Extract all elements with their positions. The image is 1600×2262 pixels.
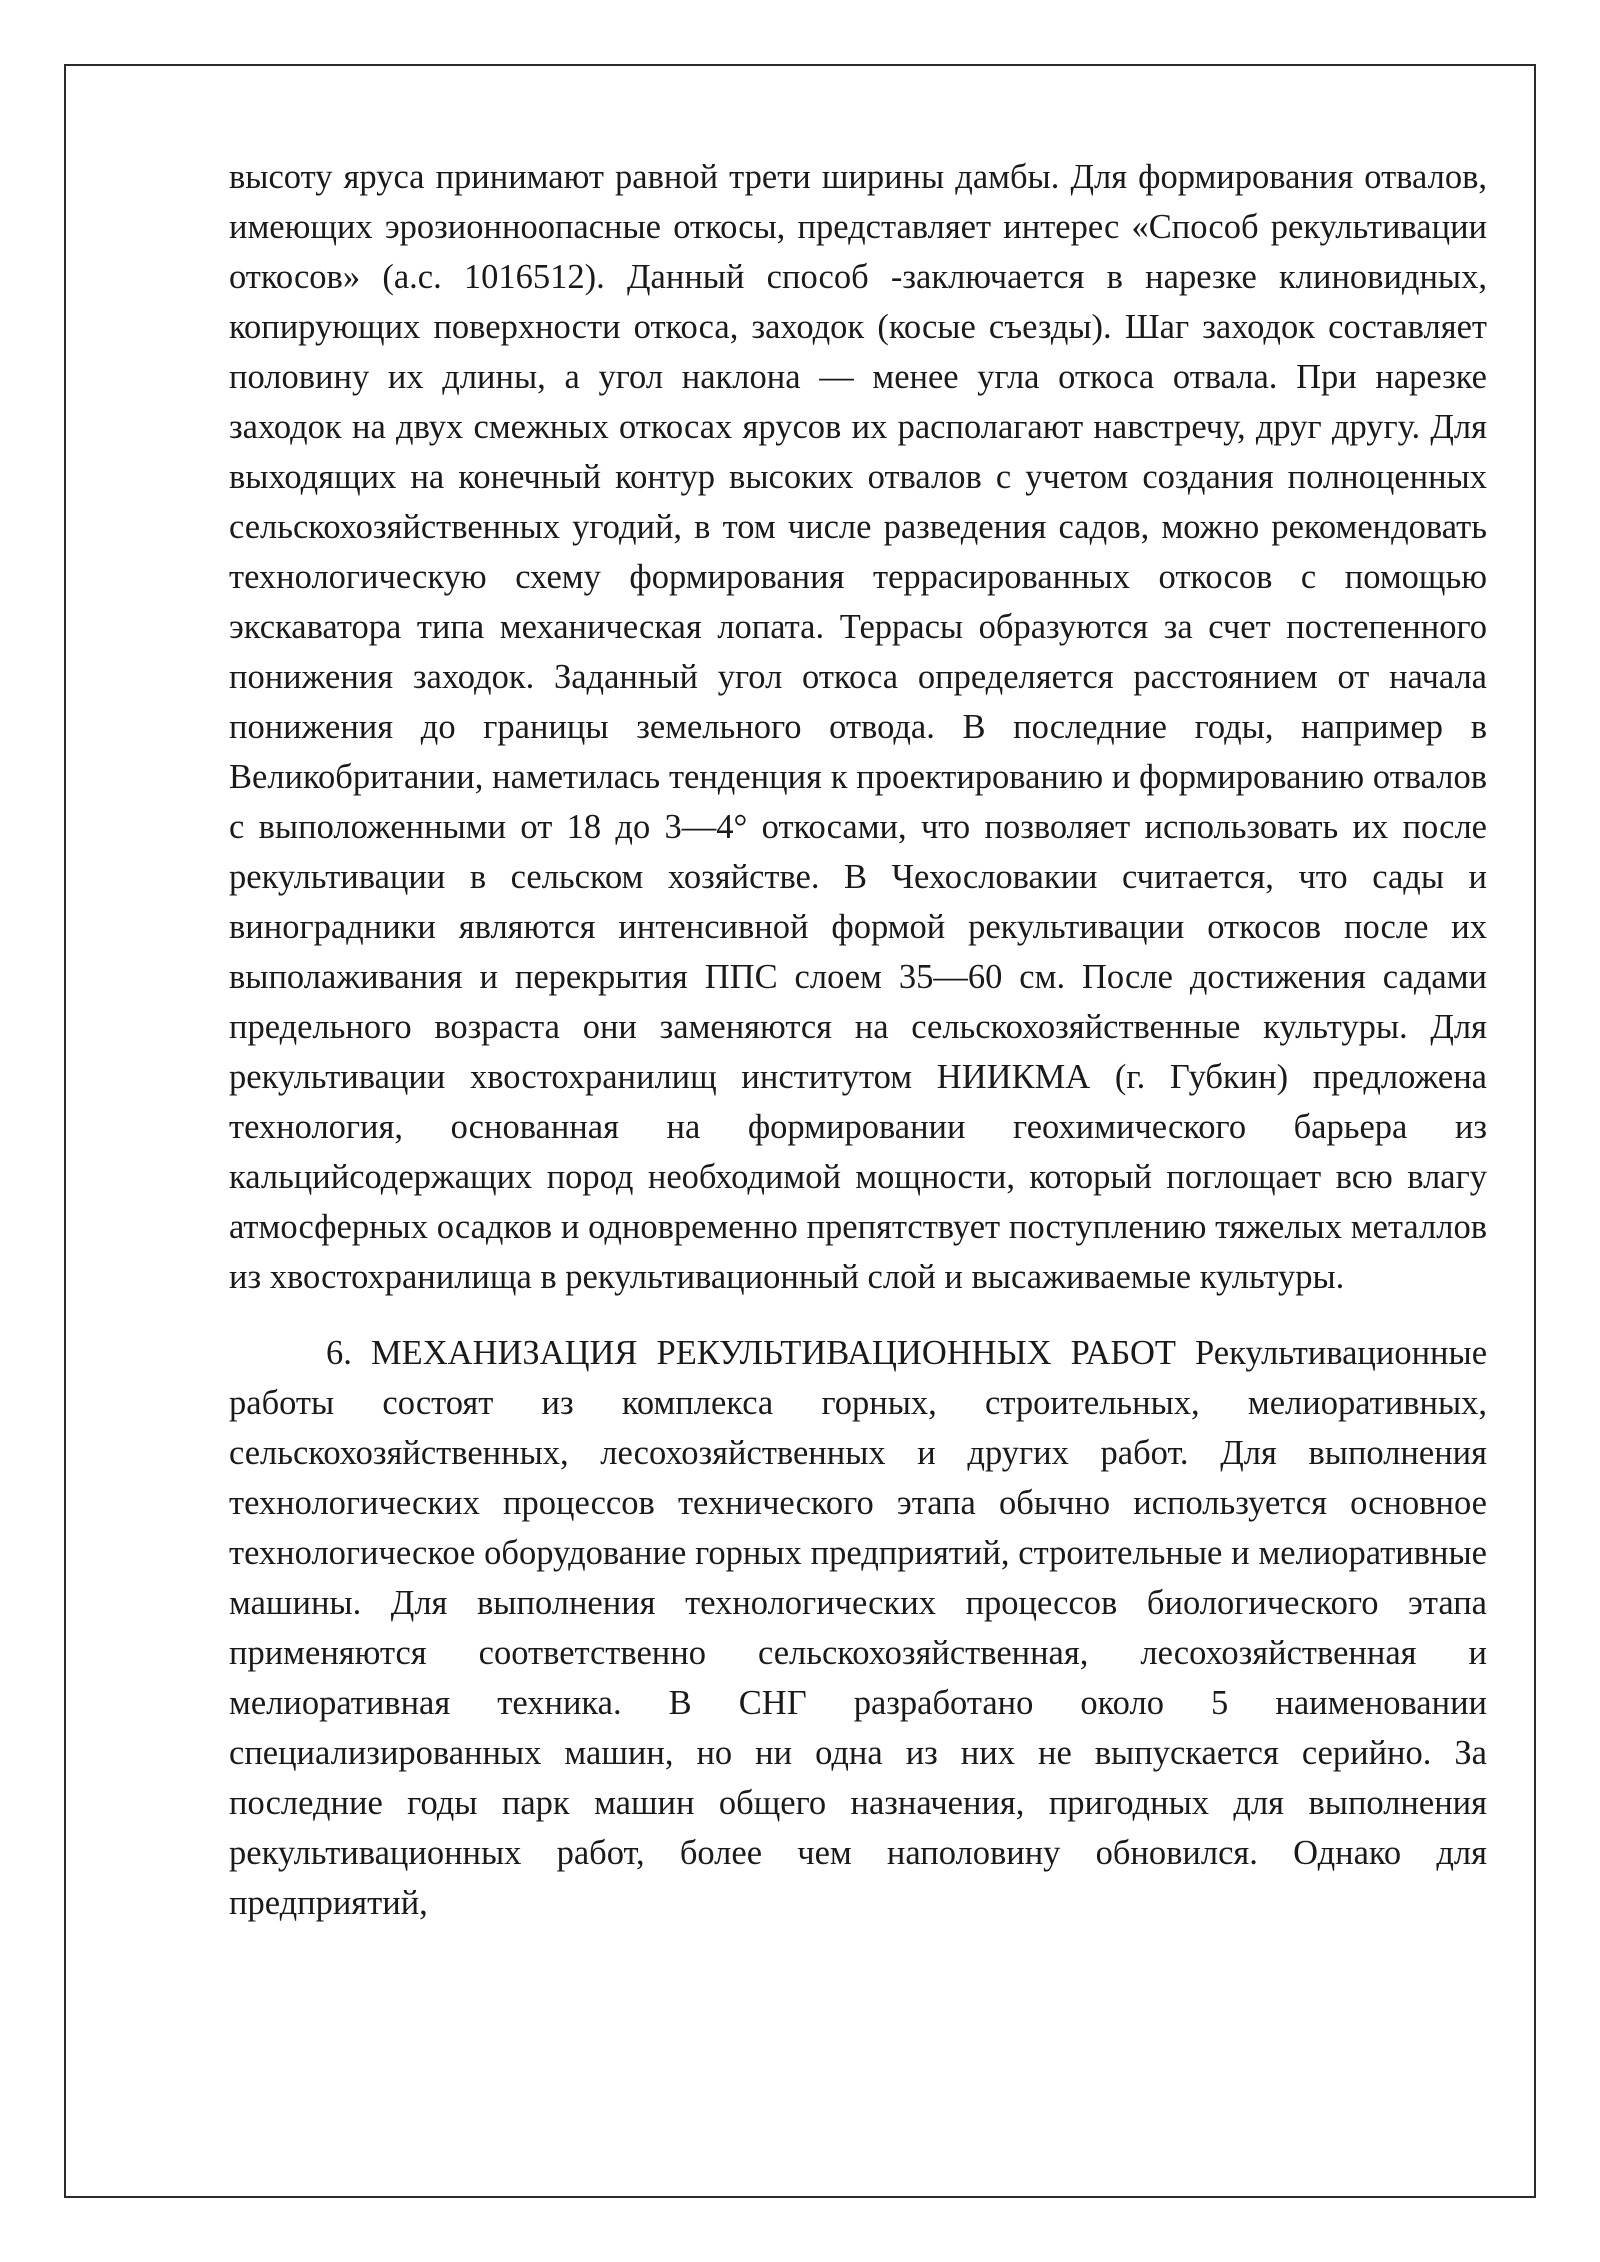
paragraph-2 xyxy=(229,1328,1487,1928)
paragraph-1: высоту яруса принимают равной трети ширины дамбы. Для формирования отвалов, имеющих эрозионноопасные откосы, представляет интерес «Способ рекультивации откосов» (а.с. 1016512). Данный способ -заключается в нарезке клиновидных, копирующих поверхности откоса, заходок (косые съезды). Шаг заходок составляет половину их длины, а угол наклона — менее угла откоса отвала. При нарезке заходок на двух смежных откосах ярусов их располагают навстречу, друг другу. Для выходящих на конечный контур высоких отвалов с учетом создания полноценных сельскохозяйственных угодий, в том числе разведения садов, можно рекомендовать технологическую схему формирования террасированных откосов с помощью экскаватора типа механическая лопата. Террасы образуются за счет постепенного понижения заходок. Заданный угол откоса определяется расстоянием от начала понижения до границы земельного отвода. В последние годы, например в Великобритании, наметилась тенденция к проектированию и формированию отвалов с выположенными от 18 до 3—4° откосами, что позволяет использовать их после рекультивации в сельском хозяйстве. В Чехословакии считается, что сады и виноградники являются интенсивной формой рекультивации откосов после их выполаживания и перекрытия ППС слоем 35—60 см. После достижения садами предельного возраста они заменяются на сельскохозяйственные культуры. Для рекультивации хвостохранилищ институтом НИИКМА (г. Губкин) предложена технология, основанная на формировании геохимического барьера из кальцийсодержащих пород необходимой мощности, который поглощает всю влагу атмосферных осадков и одновременно препятствует поступлению тяжелых металлов из хвостохранилища в рекультивационный слой и высаживаемые культуры. xyxy=(229,158,1487,1296)
section-title: МЕХАНИЗАЦИЯ РЕКУЛЬТИВАЦИОННЫХ РАБОТ xyxy=(370,1334,1176,1372)
document-body xyxy=(229,152,1487,1928)
paragraph-2-text: Рекультивационные работы состоят из комплекса горных, строительных, мелиоративных, сельскохозяйственных, лесохозяйственных и других работ. Для выполнения технологических процессов технического этапа обычно используется основное технологическое оборудование горных предприятий, строительные и мелиоративные машины. Для выполнения технологических процессов биологического этапа применяются соответственно сельскохозяйственная, лесохозяйственная и мелиоративная техника. В СНГ разработано около 5 наименовании специализированных машин, но ни одна из них не выпускается серийно. За последние годы парк машин общего назначения, пригодных для выполнения рекультивационных работ, более чем наполовину обновился. Однако для предприятий, xyxy=(229,1334,1488,1922)
section-number: 6. xyxy=(326,1334,352,1372)
